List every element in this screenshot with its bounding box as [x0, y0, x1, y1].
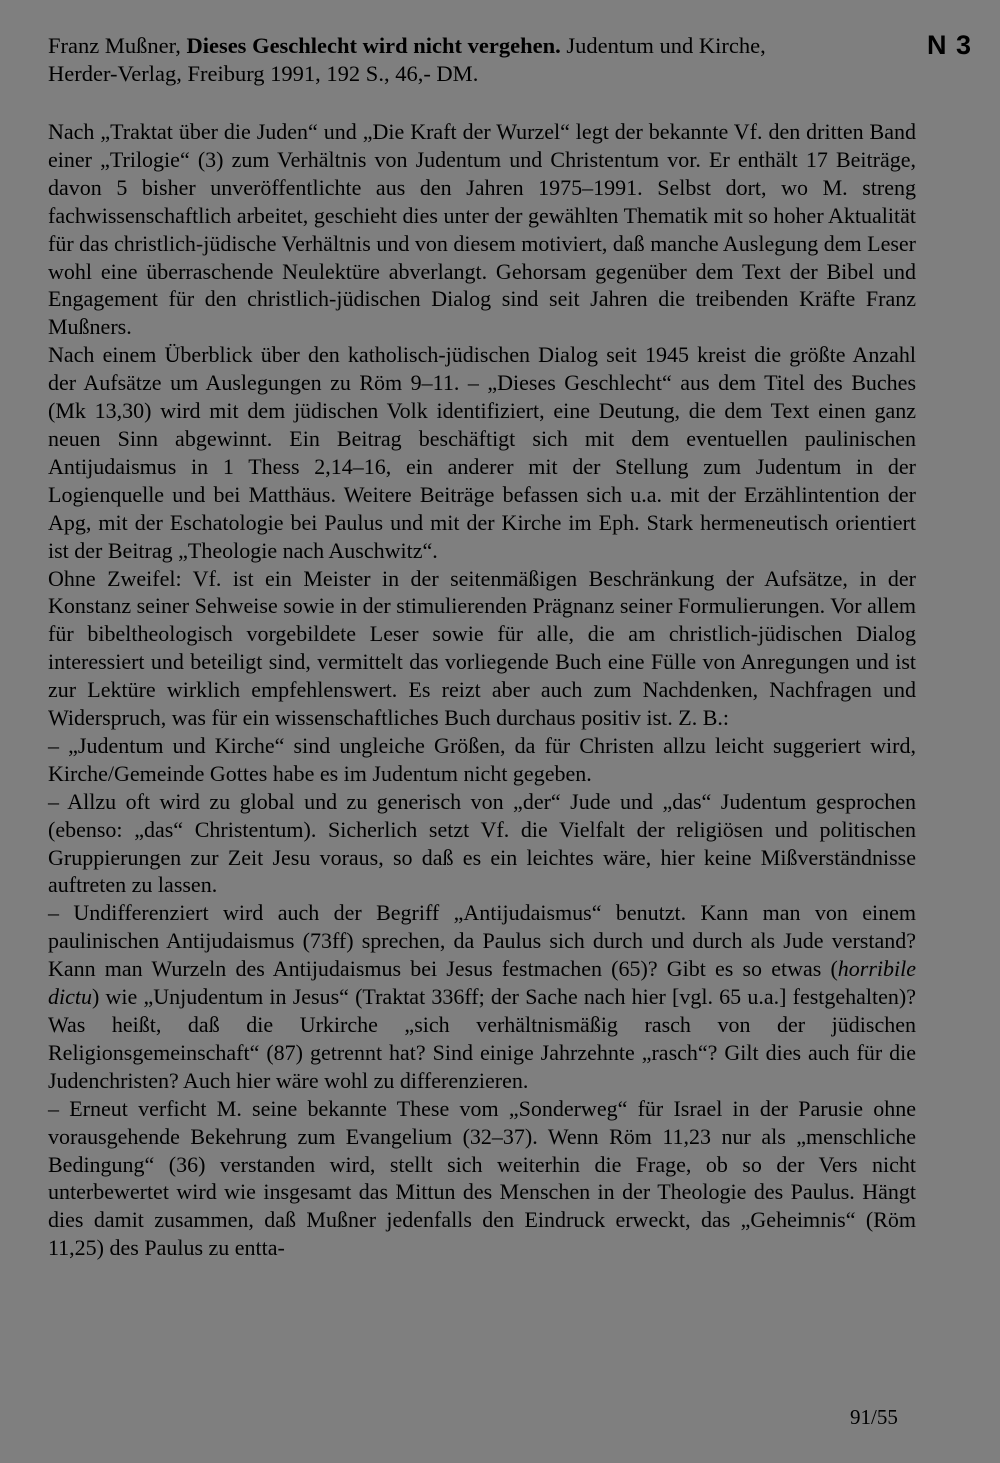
- paragraph: – Allzu oft wird zu global und zu generisch von „der“ Jude und „das“ Judentum gesprochen (ebenso: „das“ Christentum). Sicherlich setzt Vf. die Vielfalt der religiösen und politischen Gruppierungen zur Zeit Jesu voraus, so daß es ein leichtes wäre, hier keine Mißverständnisse auftreten zu lassen.: [48, 788, 916, 898]
- publisher-info: Herder-Verlag, Freiburg 1991, 192 S., 46,- DM.: [48, 61, 479, 86]
- paragraph-text: – Undifferenziert wird auch der Begriff „Antijudaismus“ benutzt. Kann man von einem paulinischen Antijudaismus (73ff) sprechen, da Paulus sich durch und durch als Jude verstand? Kann man Wurzeln des Antijudaismus bei Jesus festmachen (65)? Gibt es so etwas (: [48, 900, 916, 982]
- book-title: Dieses Geschlecht wird nicht vergehen.: [186, 33, 561, 58]
- paragraph: Nach „Traktat über die Juden“ und „Die Kraft der Wurzel“ legt der bekannte Vf. den dritten Band einer „Trilogie“ (3) zum Verhältnis von Judentum und Christentum vor. Er enthält 17 Beiträge, davon 5 bisher unveröffentlichte aus den Jahren 1975–1991. Selbst dort, wo M. streng fachwissenschaftlich arbeitet, geschieht dies unter der gewählten Thematik mit so hoher Aktualität für das christlich-jüdische Verhältnis und von diesem motiviert, daß manche Auslegung dem Leser wohl eine überraschende Neulektüre abverlangt. Gehorsam gegenüber dem Text der Bibel und Engagement für den christlich-jüdischen Dialog sind seit Jahren die treibenden Kräfte Franz Mußners.: [48, 119, 916, 340]
- paragraph: – „Judentum und Kirche“ sind ungleiche Größen, da für Christen allzu leicht suggeriert wird, Kirche/Gemeinde Gottes habe es im Judentum nicht gegeben.: [48, 732, 916, 786]
- review-text: [48, 118, 916, 1262]
- paragraph: – Erneut verficht M. seine bekannte These vom „Sonderweg“ für Israel in der Parusie ohne vorausgehende Bekehrung zum Evangelium (32–37). Wenn Röm 11,23 nur als „menschliche Bedingung“ (36) verstanden wird, stellt sich weiterhin die Frage, ob so der Vers nicht unterbewertet wird wie insgesamt das Mittun des Menschen in der Theologie des Paulus. Hängt dies damit zusammen, daß Mußner jedenfalls den Eindruck erweckt, das „Geheimnis“ (Röm 11,25) des Paulus zu entta-: [48, 1095, 916, 1261]
- book-author: Franz Mußner,: [48, 33, 187, 58]
- italic-phrase: horribile dictu: [48, 956, 916, 1010]
- paragraph: [48, 899, 916, 1094]
- book-subtitle: Judentum und Kirche,: [560, 33, 766, 58]
- paragraph: Nach einem Überblick über den katholisch-jüdischen Dialog seit 1945 kreist die größte Anzahl der Aufsätze um Auslegungen zu Röm 9–11. – „Dieses Geschlecht“ aus dem Titel des Buches (Mk 13,30) wird mit dem jüdischen Volk identifiziert, eine Deutung, die dem Text einen ganz neuen Sinn abgewinnt. Ein Beitrag beschäftigt sich mit dem eventuellen paulinischen Antijudaismus in 1 Thess 2,14–16, ein anderer mit der Stellung zum Judentum in der Logienquelle und bei Matthäus. Weitere Beiträge befassen sich u.a. mit der Erzählintention der Apg, mit der Eschatologie bei Paulus und mit der Kirche im Eph. Stark hermeneutisch orientiert ist der Beitrag „Theologie nach Auschwitz“.: [48, 342, 916, 563]
- header-line-1: [48, 32, 918, 60]
- section-code: N 3: [927, 30, 973, 60]
- paragraph: Ohne Zweifel: Vf. ist ein Meister in der seitenmäßigen Beschränkung der Aufsätze, in der Konstanz seiner Sehweise sowie in der stimulierenden Prägnanz seiner Formulierungen. Vor allem für bibeltheologisch vorgebildete Leser sowie für alle, die am christlich-jüdischen Dialog interessiert und beteiligt sind, vermittelt das vorliegende Buch eine Fülle von Anregungen und ist zur Lektüre wirklich empfehlenswert. Es reizt aber auch zum Nachdenken, Nachfragen und Widerspruch, was für ein wissenschaftliches Buch durchaus positiv ist. Z. B.:: [48, 565, 916, 731]
- page-number: 91/55: [850, 1405, 898, 1429]
- bibliographic-header: [48, 32, 918, 88]
- paragraph-text: ) wie „Unjudentum in Jesus“ (Traktat 336ff; der Sache nach hier [vgl. 65 u.a.] festgehalten)? Was heißt, daß die Urkirche „sich verhältnismäßig rasch von der jüdischen Religionsgemeinschaft“ (87) getrennt hat? Sind einige Jahrzehnte „rasch“? Gilt dies auch für die Judenchristen? Auch hier wäre wohl zu differenzieren.: [48, 984, 916, 1093]
